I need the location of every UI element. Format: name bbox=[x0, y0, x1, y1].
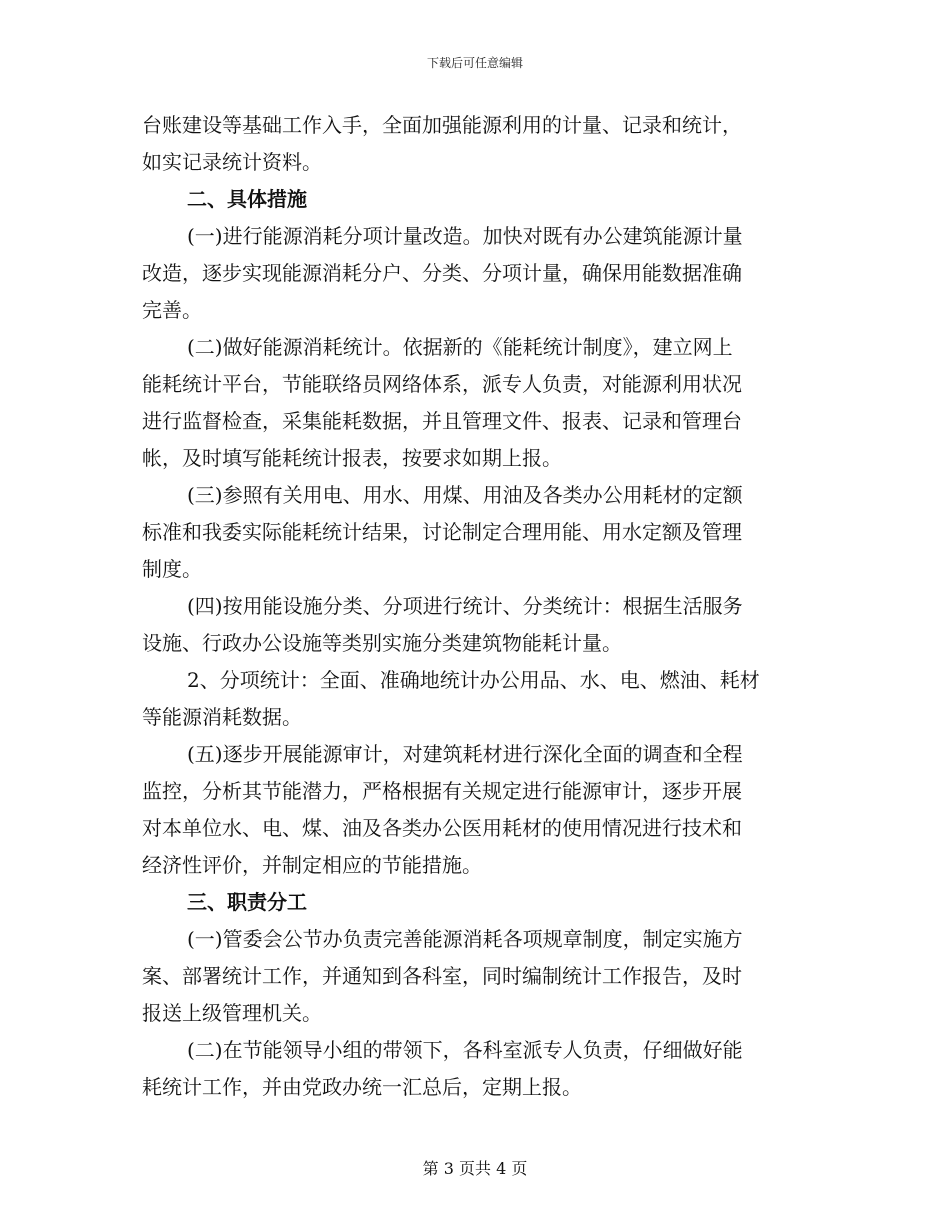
paragraph-line: 帐，及时填写能耗统计报表，按要求如期上报。 bbox=[142, 446, 562, 470]
paragraph-line: 监控，分析其节能潜力，严格根据有关规定进行能源审计，逐步开展 bbox=[142, 779, 742, 803]
paragraph-line: (一)管委会公节办负责完善能源消耗各项规章制度，制定实施方 bbox=[187, 927, 743, 951]
paragraph-line: (四)按用能设施分类、分项进行统计、分类统计：根据生活服务 bbox=[187, 594, 743, 618]
paragraph-line: 等能源消耗数据。 bbox=[142, 705, 302, 729]
paragraph-line: (三)参照有关用电、用水、用煤、用油及各类办公用耗材的定额 bbox=[187, 483, 743, 507]
section-heading: 三、职责分工 bbox=[187, 890, 307, 914]
paragraph-line: 完善。 bbox=[142, 298, 202, 322]
paragraph-line: 改造，逐步实现能源消耗分户、分类、分项计量，确保用能数据准确 bbox=[142, 261, 742, 285]
paragraph-line: 报送上级管理机关。 bbox=[142, 1001, 322, 1025]
paragraph-line: (五)逐步开展能源审计，对建筑耗材进行深化全面的调查和全程 bbox=[187, 742, 743, 766]
paragraph-line: 如实记录统计资料。 bbox=[142, 150, 322, 174]
page-header-note: 下载后可任意编辑 bbox=[426, 56, 523, 70]
paragraph-line: 台账建设等基础工作入手，全面加强能源利用的计量、记录和统计， bbox=[142, 113, 742, 137]
paragraph-line: 能耗统计平台，节能联络员网络体系，派专人负责，对能源利用状况 bbox=[142, 372, 742, 396]
paragraph-line: 标准和我委实际能耗统计结果，讨论制定合理用能、用水定额及管理 bbox=[142, 520, 742, 544]
paragraph-line: 制度。 bbox=[142, 557, 202, 581]
page-number: 第 3 页共 4 页 bbox=[422, 1159, 528, 1178]
paragraph-line: 进行监督检查，采集能耗数据，并且管理文件、报表、记录和管理台 bbox=[142, 409, 742, 433]
paragraph-line: 2、分项统计：全面、准确地统计办公用品、水、电、燃油、耗材 bbox=[187, 668, 760, 692]
paragraph-line: 案、部署统计工作，并通知到各科室，同时编制统计工作报告，及时 bbox=[142, 964, 742, 988]
paragraph-line: 对本单位水、电、煤、油及各类办公医用耗材的使用情况进行技术和 bbox=[142, 816, 742, 840]
paragraph-line: (二)在节能领导小组的带领下，各科室派专人负责，仔细做好能 bbox=[187, 1038, 743, 1062]
paragraph-line: (二)做好能源消耗统计。依据新的《能耗统计制度》，建立网上 bbox=[187, 335, 733, 359]
paragraph-line: (一)进行能源消耗分项计量改造。加快对既有办公建筑能源计量 bbox=[187, 224, 743, 248]
paragraph-line: 设施、行政办公设施等类别实施分类建筑物能耗计量。 bbox=[142, 631, 622, 655]
section-heading: 二、具体措施 bbox=[187, 187, 307, 211]
paragraph-line: 经济性评价，并制定相应的节能措施。 bbox=[142, 853, 482, 877]
paragraph-line: 耗统计工作，并由党政办统一汇总后，定期上报。 bbox=[142, 1075, 582, 1099]
